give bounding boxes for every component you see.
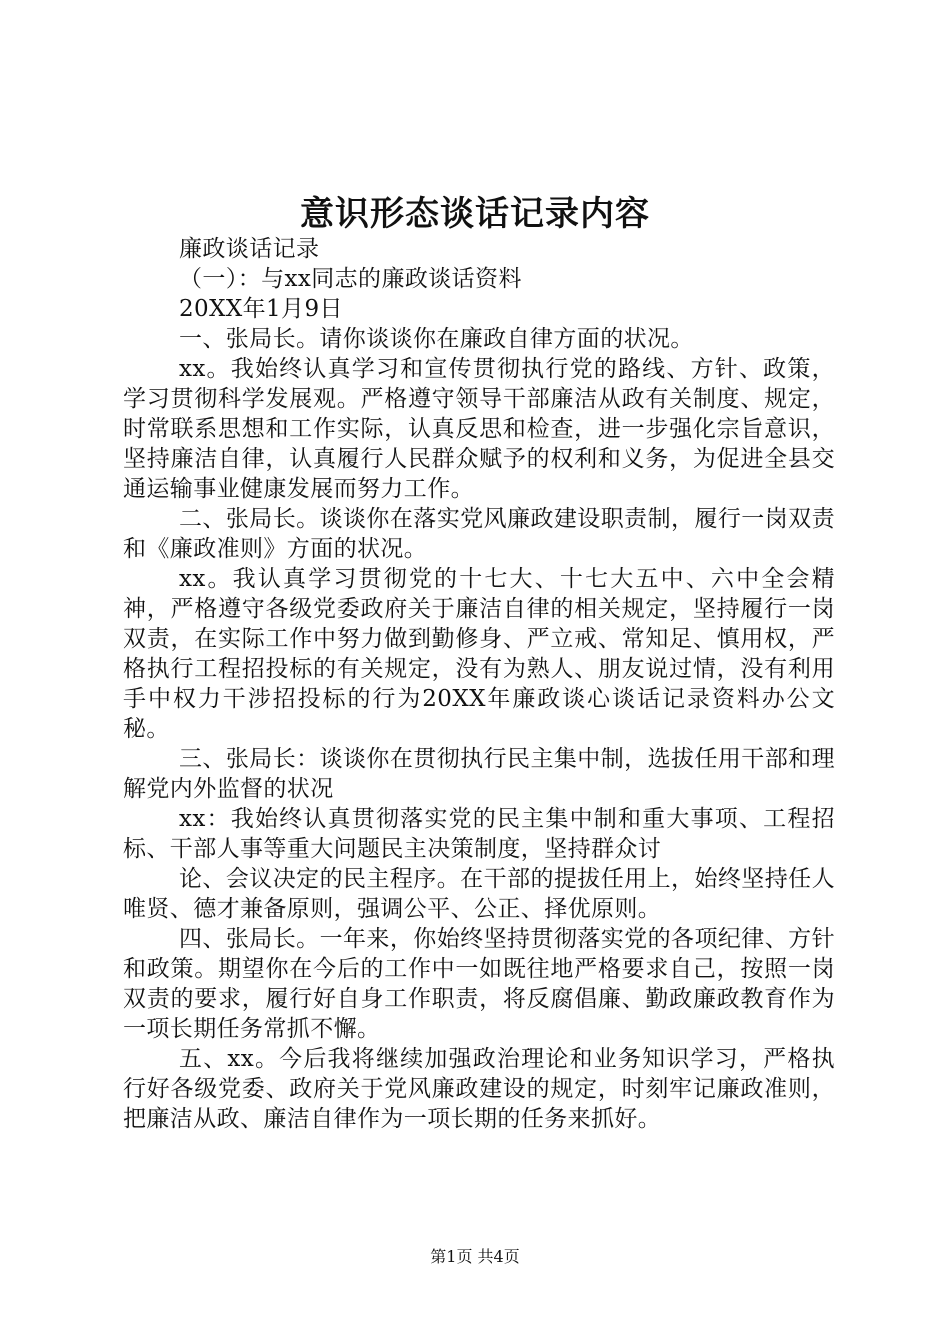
paragraph: xx。我认真学习贯彻党的十七大、十七大五中、六中全会精神，严格遵守各级党委政府关于廉洁自律的相关规定，坚持履行一岗双责，在实际工作中努力做到勤修身、严立戒、常知足、慎用权，严格执行工程招投标的有关规定，没有为熟人、朋友说过情，没有利用手中权力干涉招投标的行为20XX年廉政谈心谈话记录资料办公文秘。 — [123, 566, 835, 742]
paragraph: 廉政谈话记录 — [179, 236, 320, 262]
paragraph: xx。我始终认真学习和宣传贯彻执行党的路线、方针、政策，学习贯彻科学发展观。严格遵守领导干部廉洁从政有关制度、规定，时常联系思想和工作实际，认真反思和检查，进一步强化宗旨意识，坚持廉洁自律，认真履行人民群众赋予的权利和义务，为促进全县交通运输事业健康发展而努力工作。 — [123, 356, 835, 502]
paragraph: 二、张局长。谈谈你在落实党风廉政建设职责制，履行一岗双责和《廉政准则》方面的状况。 — [123, 506, 835, 562]
paragraph: 四、张局长。一年来，你始终坚持贯彻落实党的各项纪律、方针和政策。期望你在今后的工作中一如既往地严格要求自己，按照一岗双责的要求，履行好自身工作职责，将反腐倡廉、勤政廉政教育作为一项长期任务常抓不懈。 — [123, 926, 835, 1042]
document-body — [123, 234, 835, 1134]
paragraph: 五、xx。今后我将继续加强政治理论和业务知识学习，严格执行好各级党委、政府关于党风廉政建设的规定，时刻牢记廉政准则，把廉洁从政、廉洁自律作为一项长期的任务来抓好。 — [123, 1046, 835, 1132]
paragraph: 20XX年1月9日 — [179, 296, 343, 322]
paragraph: 论、会议决定的民主程序。在干部的提拔任用上，始终坚持任人唯贤、德才兼备原则，强调公平、公正、择优原则。 — [123, 866, 835, 922]
page-number-footer: 第1页 共4页 — [430, 1247, 520, 1266]
paragraph: 三、张局长：谈谈你在贯彻执行民主集中制，选拔任用干部和理解党内外监督的状况 — [123, 746, 835, 802]
document-title: 意识形态谈话记录内容 — [300, 194, 650, 234]
paragraph: 一、张局长。请你谈谈你在廉政自律方面的状况。 — [179, 326, 694, 352]
paragraph: （一）：与xx同志的廉政谈话资料 — [179, 266, 522, 292]
paragraph: xx：我始终认真贯彻落实党的民主集中制和重大事项、工程招标、干部人事等重大问题民主决策制度，坚持群众讨 — [123, 806, 835, 862]
